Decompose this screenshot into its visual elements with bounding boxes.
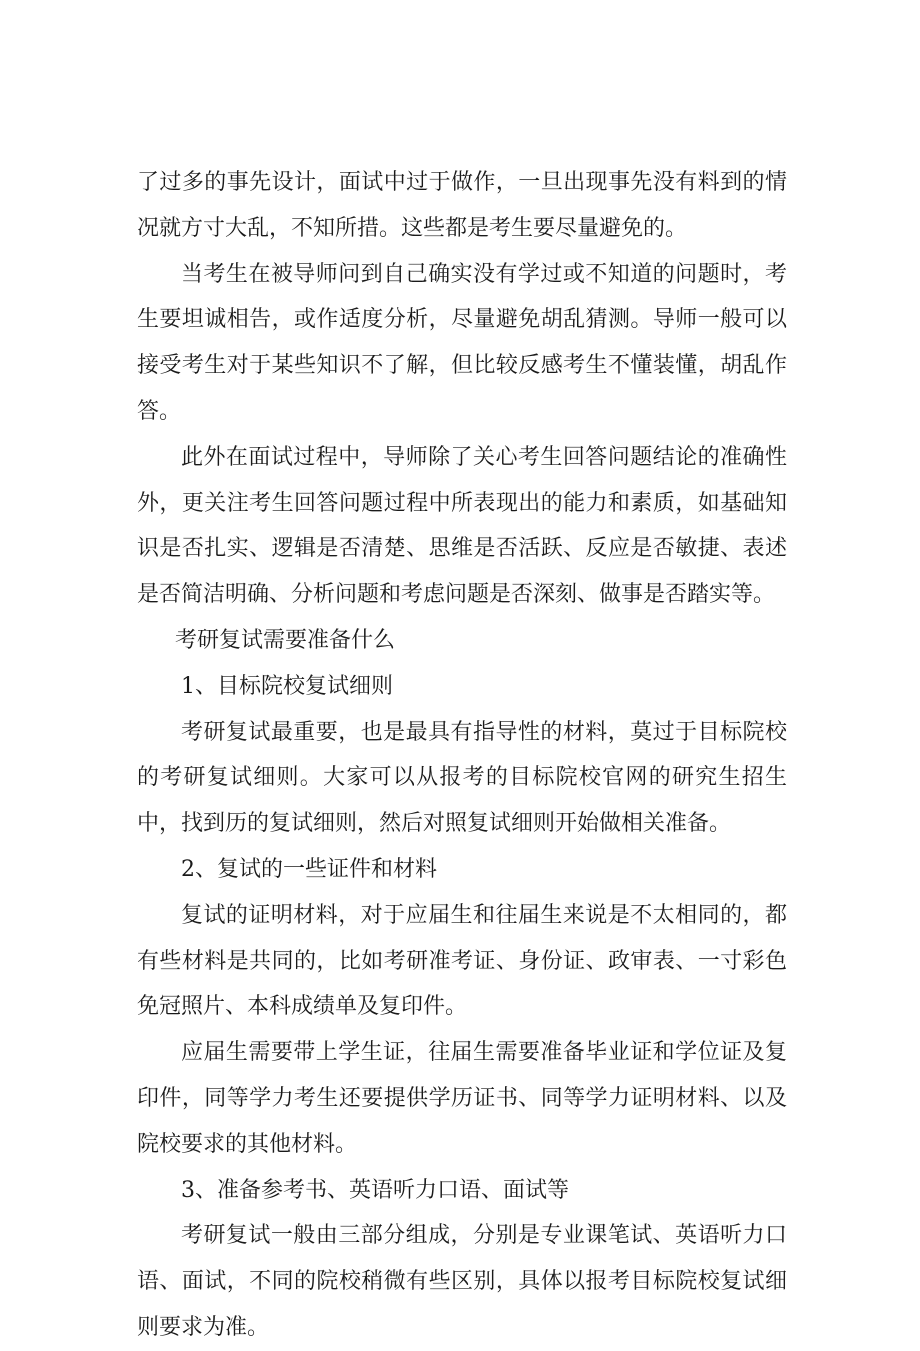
paragraph-documents: 复试的证明材料，对于应届生和往届生来说是不太相同的，都有些材料是共同的，比如考研准考证、身份证、政审表、一寸彩色免冠照片、本科成绩单及复印件。 <box>137 902 787 1020</box>
paragraph-continuation: 了过多的事先设计，面试中过于做作，一旦出现事先没有料到的情况就方寸大乱，不知所措。这些都是考生要尽量避免的。 <box>137 170 787 241</box>
subheading-reference-books: 3、准备参考书、英语听力口语、面试等 <box>181 1177 569 1203</box>
paragraph-honesty: 当考生在被导师问到自己确实没有学过或不知道的问题时，考生要坦诚相告，或作适度分析，尽量避免胡乱猜测。导师一般可以接受考生对于某些知识不了解，但比较反感考生不懂装懂，胡乱作答。 <box>137 261 787 424</box>
document-page <box>137 160 787 1351</box>
paragraph-abilities: 此外在面试过程中，导师除了关心考生回答问题结论的准确性外，更关注考生回答问题过程中所表现出的能力和素质，如基础知识是否扎实、逻辑是否清楚、思维是否活跃、反应是否敏捷、表述是否简洁明确、分析问题和考虑问题是否深刻、做事是否踏实等。 <box>137 444 787 608</box>
paragraph-target-rules: 考研复试最重要，也是最具有指导性的材料，莫过于目标院校的考研复试细则。大家可以从报考的目标院校官网的研究生招生中，找到历的复试细则，然后对照复试细则开始做相关准备。 <box>137 719 787 837</box>
paragraph-student-types: 应届生需要带上学生证，往届生需要准备毕业证和学位证及复印件，同等学力考生还要提供学历证书、同等学力证明材料、以及院校要求的其他材料。 <box>137 1040 787 1157</box>
subheading-target-rules: 1、目标院校复试细则 <box>181 673 393 699</box>
subheading-documents: 2、复试的一些证件和材料 <box>181 856 437 882</box>
paragraph-exam-parts: 考研复试一般由三部分组成，分别是专业课笔试、英语听力口语、面试，不同的院校稍微有些区别，具体以报考目标院校复试细则要求为准。 <box>137 1223 787 1340</box>
section-heading-preparation: 考研复试需要准备什么 <box>175 627 396 653</box>
